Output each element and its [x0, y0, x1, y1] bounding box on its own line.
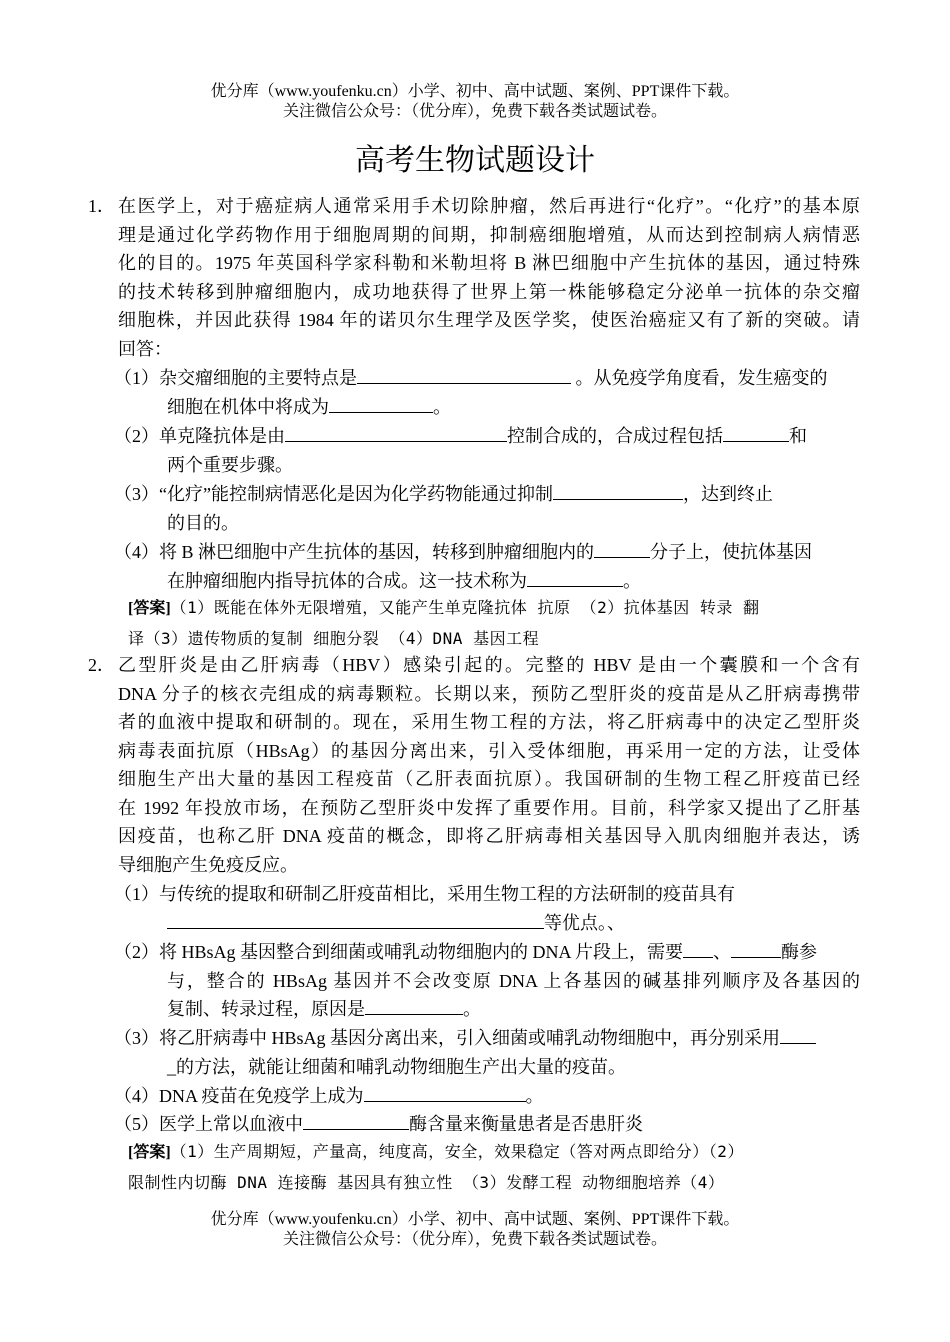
page-title: 高考生物试题设计 — [355, 143, 595, 178]
answer-tag: [答案] — [128, 1144, 171, 1161]
q2-sub2-text-e: 复制、转录过程，原因是 — [167, 999, 365, 1019]
answer-blank[interactable] — [285, 424, 507, 442]
q2-sub2-text-f: 。 — [463, 999, 481, 1019]
stem-line: 乙型肝炎是由乙肝病毒（HBV）感染引起的。完整的 HBV 是由一个囊膜和一个含有 — [118, 655, 860, 675]
stem-line: 理是通过化学药物作用于细胞周期的间期，抑制癌细胞增殖，从而达到控制病人病情恶 — [118, 224, 860, 245]
question-2-number: 2． — [88, 655, 115, 675]
stem-line: 的技术转移到肿瘤细胞内，成功地获得了世界上第一株能够稳定分泌单一抗体的杂交瘤 — [118, 281, 860, 302]
stem-line: DNA 分子的核衣壳组成的病毒颗粒。长期以来，预防乙型肝炎的疫苗是从乙肝病毒携带 — [118, 683, 860, 704]
q2-sub3-text-a: （3）将乙肝病毒中 HBsAg 基因分离出来，引入细菌或哺乳动物细胞中，再分别采用 — [114, 1028, 781, 1048]
q1-sub1-text-b: 。从免疫学角度看，发生癌变的 — [575, 368, 828, 388]
q1-answer — [128, 593, 860, 654]
q1-sub2-text-b: 控制合成的，合成过程包括 — [507, 426, 723, 446]
stem-line: 在 1992 年投放市场，在预防乙型肝炎中发挥了重要作用。目前，科学家又提出了乙肝基 — [118, 797, 860, 818]
answer-blank[interactable] — [553, 482, 683, 500]
q1-sub4 — [114, 538, 860, 595]
answer-blank[interactable] — [329, 395, 433, 413]
q1-sub3 — [114, 480, 860, 537]
q1-sub2-text-c: 和 — [789, 426, 807, 446]
stem-line: 化的目的。1975 年英国科学家科勒和米勒坦将 B 淋巴细胞中产生抗体的基因，通过特殊 — [118, 253, 860, 273]
q2-answer — [128, 1137, 860, 1198]
stem-line: 因疫苗，也称乙肝 DNA 疫苗的概念，即将乙肝病毒相关基因导入肌肉细胞并表达，诱 — [118, 826, 860, 846]
q2-sub4 — [114, 1082, 860, 1111]
q1-answer-line1: （1）既能在体外无限增殖，又能产生单克隆抗体 抗原 （2）抗体基因 转录 翻 — [170, 598, 760, 617]
stem-line: 细胞株，并因此获得 1984 年的诺贝尔生理学及医学奖，使医治癌症又有了新的突破。请 — [118, 310, 860, 330]
stem-line: 回答： — [118, 338, 172, 359]
answer-tag: [答案] — [128, 600, 171, 617]
stem-line: 在医学上，对于癌症病人通常采用手术切除肿瘤，然后再进行“化疗”。“化疗”的基本原 — [118, 196, 860, 216]
q2-answer-line1: （1）生产周期短，产量高，纯度高，安全，效果稳定（答对两点即给分）（2） — [170, 1142, 744, 1161]
answer-blank[interactable] — [594, 540, 650, 558]
question-2-stem — [118, 651, 860, 879]
q2-sub5-text-a: （5）医学上常以血液中 — [114, 1114, 303, 1134]
answer-blank[interactable] — [723, 424, 789, 442]
answer-blank[interactable] — [303, 1112, 409, 1130]
q2-sub5 — [114, 1110, 860, 1139]
answer-blank[interactable] — [527, 569, 623, 587]
page-header-line2: 关注微信公众号：（优分库），免费下载各类试题试卷。 — [282, 103, 667, 120]
q1-sub2-text-a: （2）单克隆抗体是由 — [114, 426, 285, 446]
question-1-stem — [118, 192, 860, 363]
q2-sub2-text-d: 与，整合的 HBsAg 基因并不会改变原 DNA 上各基因的碱基排列顺序及各基因的 — [167, 970, 860, 991]
q1-answer-line2: 译（3）遗传物质的复制 细胞分裂 （4）DNA 基因工程 — [128, 629, 540, 648]
answer-blank[interactable] — [365, 997, 463, 1015]
q1-sub1-text-a: （1）杂交瘤细胞的主要特点是 — [114, 368, 357, 388]
q2-sub3 — [114, 1024, 860, 1081]
answer-blank[interactable] — [357, 366, 571, 384]
q2-sub1-text-b: 等优点。、 — [544, 912, 625, 933]
page-footer-line1: 优分库（www.youfenku.cn）小学、初中、高中试题、案例、PPT课件下载。 — [210, 1211, 740, 1228]
q1-sub3-text-b: ，达到终止 — [682, 484, 773, 504]
q1-sub3-text-c: 的目的。 — [167, 512, 239, 533]
q1-sub2 — [114, 422, 860, 479]
page-header-line1: 优分库（www.youfenku.cn）小学、初中、高中试题、案例、PPT课件下载。 — [210, 83, 740, 100]
stem-line: 细胞生产出大量的基因工程疫苗（乙肝表面抗原）。我国研制的生物工程乙肝疫苗已经 — [118, 769, 860, 789]
answer-blank[interactable] — [780, 1026, 816, 1044]
q1-sub4-text-b: 分子上，使抗体基因 — [650, 542, 813, 562]
q1-sub4-text-d: 。 — [623, 570, 641, 591]
page-footer-line2: 关注微信公众号：（优分库），免费下载各类试题试卷。 — [282, 1231, 667, 1248]
q2-sub2-text-a: （2）将 HBsAg 基因整合到细菌或哺乳动物细胞内的 DNA 片段上，需要 — [114, 942, 684, 962]
q1-sub3-text-a: （3）“化疗”能控制病情恶化是因为化学药物能通过抑制 — [114, 484, 553, 504]
q1-sub4-text-c: 在肿瘤细胞内指导抗体的合成。这一技术称为 — [167, 570, 527, 591]
q2-sub5-text-b: 酶含量来衡量患者是否患肝炎 — [409, 1114, 643, 1134]
q1-sub1-text-d: 。 — [433, 396, 451, 417]
stem-line: 病毒表面抗原（HBsAg）的基因分离出来，引入受体细胞，再采用一定的方法，让受体 — [118, 740, 860, 761]
q1-sub2-text-d: 两个重要步骤。 — [167, 454, 293, 475]
q2-answer-line2: 限制性内切酶 DNA 连接酶 基因具有独立性 （3）发酵工程 动物细胞培养（4） — [128, 1173, 725, 1192]
q2-sub2-text-b: 、 — [713, 942, 732, 962]
answer-blank[interactable] — [364, 1084, 526, 1102]
q2-sub2 — [114, 938, 860, 1024]
q2-sub1 — [114, 880, 860, 937]
stem-line: 者的血液中提取和研制的。现在，采用生物工程的方法，将乙肝病毒中的决定乙型肝炎 — [118, 712, 860, 732]
stem-line: 导细胞产生免疫反应。 — [118, 854, 298, 875]
question-1-number: 1． — [88, 196, 115, 216]
q2-sub3-text-b: _的方法，就能让细菌和哺乳动物细胞生产出大量的疫苗。 — [167, 1056, 626, 1077]
q1-sub1-text-c: 细胞在机体中将成为 — [167, 396, 329, 417]
q2-sub4-text-a: （4）DNA 疫苗在免疫学上成为 — [114, 1086, 364, 1106]
q1-sub4-text-a: （4）将 B 淋巴细胞中产生抗体的基因，转移到肿瘤细胞内的 — [114, 542, 595, 562]
q1-sub1 — [114, 364, 860, 421]
q2-sub1-text-a: （1）与传统的提取和研制乙肝疫苗相比，采用生物工程的方法研制的疫苗具有 — [114, 884, 735, 904]
answer-blank[interactable] — [683, 940, 713, 958]
q2-sub4-text-b: 。 — [525, 1086, 544, 1106]
q2-sub2-text-c: 酶参 — [781, 942, 818, 962]
answer-blank[interactable] — [731, 940, 781, 958]
answer-blank[interactable] — [167, 911, 544, 929]
